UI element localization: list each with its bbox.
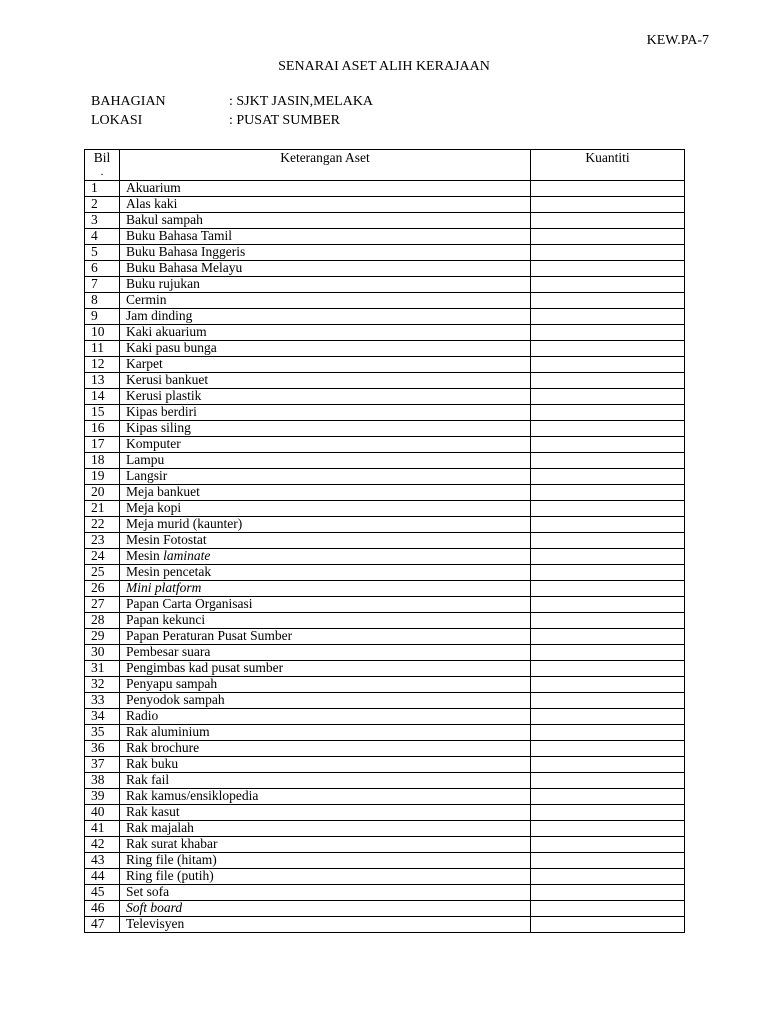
row-number: 7 [85, 277, 120, 293]
asset-name-cell [120, 485, 531, 501]
quantity-cell [531, 613, 685, 629]
quantity-cell [531, 725, 685, 741]
asset-name: Ring file (putih) [126, 868, 214, 884]
asset-name-cell [120, 581, 531, 597]
document-title: SENARAI ASET ALIH KERAJAAN [278, 59, 490, 74]
asset-name-cell [120, 885, 531, 901]
quantity-cell [531, 677, 685, 693]
row-number: 39 [85, 789, 120, 805]
quantity-cell [531, 821, 685, 837]
asset-name: Ring file (hitam) [126, 852, 217, 868]
asset-name: Kipas berdiri [126, 404, 197, 420]
quantity-cell [531, 469, 685, 485]
asset-name-cell [120, 661, 531, 677]
asset-name-cell [120, 501, 531, 517]
row-number: 27 [85, 597, 120, 613]
asset-name-cell [120, 565, 531, 581]
table-row [85, 325, 685, 341]
row-number: 18 [85, 453, 120, 469]
row-number: 11 [85, 341, 120, 357]
table-row [85, 837, 685, 853]
asset-name: Mesin pencetak [126, 564, 212, 580]
asset-name: Papan Peraturan Pusat Sumber [126, 628, 293, 644]
asset-name: Rak fail [126, 772, 170, 788]
asset-name: Buku Bahasa Inggeris [126, 244, 246, 260]
asset-name-cell [120, 437, 531, 453]
row-number: 38 [85, 773, 120, 789]
quantity-cell [531, 453, 685, 469]
quantity-cell [531, 245, 685, 261]
asset-name-cell [120, 293, 531, 309]
row-number: 17 [85, 437, 120, 453]
header-bil-dot: . [100, 164, 104, 178]
table-row [85, 565, 685, 581]
table-row [85, 405, 685, 421]
quantity-cell [531, 213, 685, 229]
form-code: KEW.PA-7 [646, 33, 709, 48]
table-row [85, 229, 685, 245]
row-number: 46 [85, 901, 120, 917]
table-row [85, 645, 685, 661]
asset-name-cell [120, 741, 531, 757]
asset-name-cell [120, 197, 531, 213]
quantity-cell [531, 197, 685, 213]
table-row [85, 277, 685, 293]
row-number: 16 [85, 421, 120, 437]
asset-name: Pembesar suara [126, 644, 211, 660]
asset-name-cell [120, 613, 531, 629]
asset-name: Penyodok sampah [126, 692, 225, 708]
asset-name-cell [120, 693, 531, 709]
asset-name: Papan Carta Organisasi [126, 596, 253, 612]
asset-name-cell [120, 869, 531, 885]
asset-name: Rak aluminium [126, 724, 210, 740]
asset-name-cell [120, 213, 531, 229]
asset-name: Meja kopi [126, 500, 182, 516]
asset-name: Langsir [126, 468, 168, 484]
table-row [85, 485, 685, 501]
asset-name: Buku Bahasa Melayu [126, 260, 243, 276]
quantity-cell [531, 773, 685, 789]
row-number: 9 [85, 309, 120, 325]
quantity-cell [531, 325, 685, 341]
asset-name: Meja murid (kaunter) [126, 516, 243, 532]
row-number: 32 [85, 677, 120, 693]
row-number: 14 [85, 389, 120, 405]
quantity-cell [531, 869, 685, 885]
row-number: 4 [85, 229, 120, 245]
asset-name: Bakul sampah [126, 212, 203, 228]
asset-name: Cermin [126, 292, 167, 308]
row-number: 12 [85, 357, 120, 373]
row-number: 3 [85, 213, 120, 229]
asset-name: Alas kaki [126, 196, 178, 212]
quantity-cell [531, 757, 685, 773]
asset-name-cell [120, 405, 531, 421]
header-bil-label: Bil [93, 150, 111, 165]
row-number: 30 [85, 645, 120, 661]
lokasi-label: LOKASI [91, 113, 143, 128]
header-kuantiti: Kuantiti [531, 150, 685, 181]
quantity-cell [531, 261, 685, 277]
table-row [85, 261, 685, 277]
asset-name: Komputer [126, 436, 181, 452]
row-number: 21 [85, 501, 120, 517]
asset-name-cell [120, 309, 531, 325]
asset-name-cell [120, 805, 531, 821]
quantity-cell [531, 917, 685, 933]
asset-name-cell [120, 277, 531, 293]
asset-name: Kaki akuarium [126, 324, 207, 340]
table-row [85, 341, 685, 357]
row-number: 44 [85, 869, 120, 885]
table-row [85, 293, 685, 309]
asset-name: Buku rujukan [126, 276, 200, 292]
asset-name-cell [120, 549, 531, 565]
asset-name-cell [120, 325, 531, 341]
table-row [85, 853, 685, 869]
asset-name-cell [120, 709, 531, 725]
row-number: 41 [85, 821, 120, 837]
asset-name-cell [120, 773, 531, 789]
asset-name: Mesin [126, 548, 164, 564]
table-row [85, 821, 685, 837]
header-keterangan: Keterangan Aset [120, 150, 531, 181]
quantity-cell [531, 309, 685, 325]
table-row [85, 357, 685, 373]
row-number: 6 [85, 261, 120, 277]
quantity-cell [531, 693, 685, 709]
table-row [85, 421, 685, 437]
asset-name-cell [120, 597, 531, 613]
asset-name-cell [120, 421, 531, 437]
quantity-cell [531, 533, 685, 549]
quantity-cell [531, 837, 685, 853]
row-number: 33 [85, 693, 120, 709]
row-number: 26 [85, 581, 120, 597]
row-number: 40 [85, 805, 120, 821]
asset-name: Rak kamus/ensiklopedia [126, 788, 259, 804]
row-number: 28 [85, 613, 120, 629]
asset-name-cell [120, 469, 531, 485]
table-row [85, 181, 685, 197]
table-row [85, 629, 685, 645]
meta-lokasi [91, 113, 340, 129]
quantity-cell [531, 389, 685, 405]
quantity-cell [531, 341, 685, 357]
row-number: 19 [85, 469, 120, 485]
asset-name: Karpet [126, 356, 163, 372]
quantity-cell [531, 709, 685, 725]
quantity-cell [531, 485, 685, 501]
table-row [85, 501, 685, 517]
asset-name-cell [120, 341, 531, 357]
quantity-cell [531, 885, 685, 901]
asset-name-italic: Mini platform [126, 580, 202, 596]
row-number: 45 [85, 885, 120, 901]
table-row [85, 309, 685, 325]
asset-name: Rak majalah [126, 820, 194, 836]
asset-name: Lampu [126, 452, 165, 468]
asset-name-cell [120, 245, 531, 261]
table-row [85, 469, 685, 485]
asset-name: Rak surat khabar [126, 836, 218, 852]
row-number: 13 [85, 373, 120, 389]
table-header-row [85, 150, 685, 181]
table-row [85, 677, 685, 693]
header-bil [85, 150, 120, 181]
table-row [85, 197, 685, 213]
asset-name-cell [120, 517, 531, 533]
asset-name: Kerusi bankuet [126, 372, 209, 388]
row-number: 15 [85, 405, 120, 421]
row-number: 1 [85, 181, 120, 197]
quantity-cell [531, 437, 685, 453]
table-row [85, 437, 685, 453]
asset-name: Jam dinding [126, 308, 193, 324]
asset-name-cell [120, 837, 531, 853]
asset-name-italic: Soft board [126, 900, 183, 916]
quantity-cell [531, 181, 685, 197]
table-row [85, 805, 685, 821]
row-number: 23 [85, 533, 120, 549]
quantity-cell [531, 597, 685, 613]
asset-name: Penyapu sampah [126, 676, 218, 692]
asset-name-italic: laminate [163, 548, 211, 564]
row-number: 8 [85, 293, 120, 309]
row-number: 34 [85, 709, 120, 725]
asset-name-cell [120, 261, 531, 277]
asset-name-cell [120, 373, 531, 389]
row-number: 10 [85, 325, 120, 341]
table-row [85, 661, 685, 677]
quantity-cell [531, 629, 685, 645]
asset-name-cell [120, 677, 531, 693]
quantity-cell [531, 901, 685, 917]
quantity-cell [531, 357, 685, 373]
quantity-cell [531, 581, 685, 597]
asset-name-cell [120, 725, 531, 741]
asset-name: Pengimbas kad pusat sumber [126, 660, 284, 676]
quantity-cell [531, 549, 685, 565]
row-number: 37 [85, 757, 120, 773]
asset-name: Kipas siling [126, 420, 191, 436]
asset-name-cell [120, 389, 531, 405]
table-row [85, 597, 685, 613]
asset-name-cell [120, 789, 531, 805]
bahagian-label: BAHAGIAN [91, 94, 166, 109]
asset-name: Kaki pasu bunga [126, 340, 217, 356]
asset-name: Rak buku [126, 756, 179, 772]
table-row [85, 389, 685, 405]
quantity-cell [531, 565, 685, 581]
table-row [85, 885, 685, 901]
asset-name: Kerusi plastik [126, 388, 202, 404]
table-row [85, 613, 685, 629]
quantity-cell [531, 229, 685, 245]
asset-name-cell [120, 757, 531, 773]
asset-name: Mesin Fotostat [126, 532, 207, 548]
table-row [85, 453, 685, 469]
table-row [85, 245, 685, 261]
table-row [85, 213, 685, 229]
asset-name: Radio [126, 708, 159, 724]
row-number: 36 [85, 741, 120, 757]
row-number: 47 [85, 917, 120, 933]
asset-table [84, 149, 685, 933]
asset-name: Papan kekunci [126, 612, 206, 628]
asset-name: Meja bankuet [126, 484, 200, 500]
asset-name-cell [120, 853, 531, 869]
quantity-cell [531, 501, 685, 517]
table-row [85, 693, 685, 709]
row-number: 24 [85, 549, 120, 565]
table-row [85, 533, 685, 549]
lokasi-value: : PUSAT SUMBER [229, 113, 341, 128]
row-number: 31 [85, 661, 120, 677]
quantity-cell [531, 293, 685, 309]
quantity-cell [531, 741, 685, 757]
row-number: 2 [85, 197, 120, 213]
asset-name: Buku Bahasa Tamil [126, 228, 233, 244]
table-row [85, 901, 685, 917]
table-row [85, 725, 685, 741]
quantity-cell [531, 661, 685, 677]
bahagian-value: : SJKT JASIN,MELAKA [229, 94, 374, 109]
table-row [85, 917, 685, 933]
quantity-cell [531, 789, 685, 805]
row-number: 29 [85, 629, 120, 645]
table-row [85, 581, 685, 597]
asset-name-cell [120, 453, 531, 469]
asset-name-cell [120, 181, 531, 197]
row-number: 22 [85, 517, 120, 533]
asset-name-cell [120, 901, 531, 917]
quantity-cell [531, 405, 685, 421]
table-row [85, 789, 685, 805]
quantity-cell [531, 805, 685, 821]
asset-name-cell [120, 533, 531, 549]
quantity-cell [531, 421, 685, 437]
asset-name: Televisyen [126, 916, 185, 932]
table-row [85, 773, 685, 789]
asset-name-cell [120, 917, 531, 933]
table-row [85, 869, 685, 885]
row-number: 43 [85, 853, 120, 869]
asset-name: Rak kasut [126, 804, 180, 820]
table-row [85, 549, 685, 565]
row-number: 20 [85, 485, 120, 501]
row-number: 25 [85, 565, 120, 581]
row-number: 42 [85, 837, 120, 853]
quantity-cell [531, 853, 685, 869]
asset-table-body [85, 181, 685, 933]
quantity-cell [531, 645, 685, 661]
asset-name: Rak brochure [126, 740, 200, 756]
asset-name: Set sofa [126, 884, 170, 900]
asset-name-cell [120, 629, 531, 645]
asset-name-cell [120, 229, 531, 245]
asset-name: Akuarium [126, 180, 181, 196]
table-row [85, 741, 685, 757]
row-number: 5 [85, 245, 120, 261]
asset-name-cell [120, 821, 531, 837]
quantity-cell [531, 517, 685, 533]
quantity-cell [531, 277, 685, 293]
asset-name-cell [120, 357, 531, 373]
meta-bahagian [91, 94, 373, 110]
table-row [85, 757, 685, 773]
quantity-cell [531, 373, 685, 389]
table-row [85, 373, 685, 389]
table-row [85, 517, 685, 533]
table-row [85, 709, 685, 725]
asset-name-cell [120, 645, 531, 661]
row-number: 35 [85, 725, 120, 741]
